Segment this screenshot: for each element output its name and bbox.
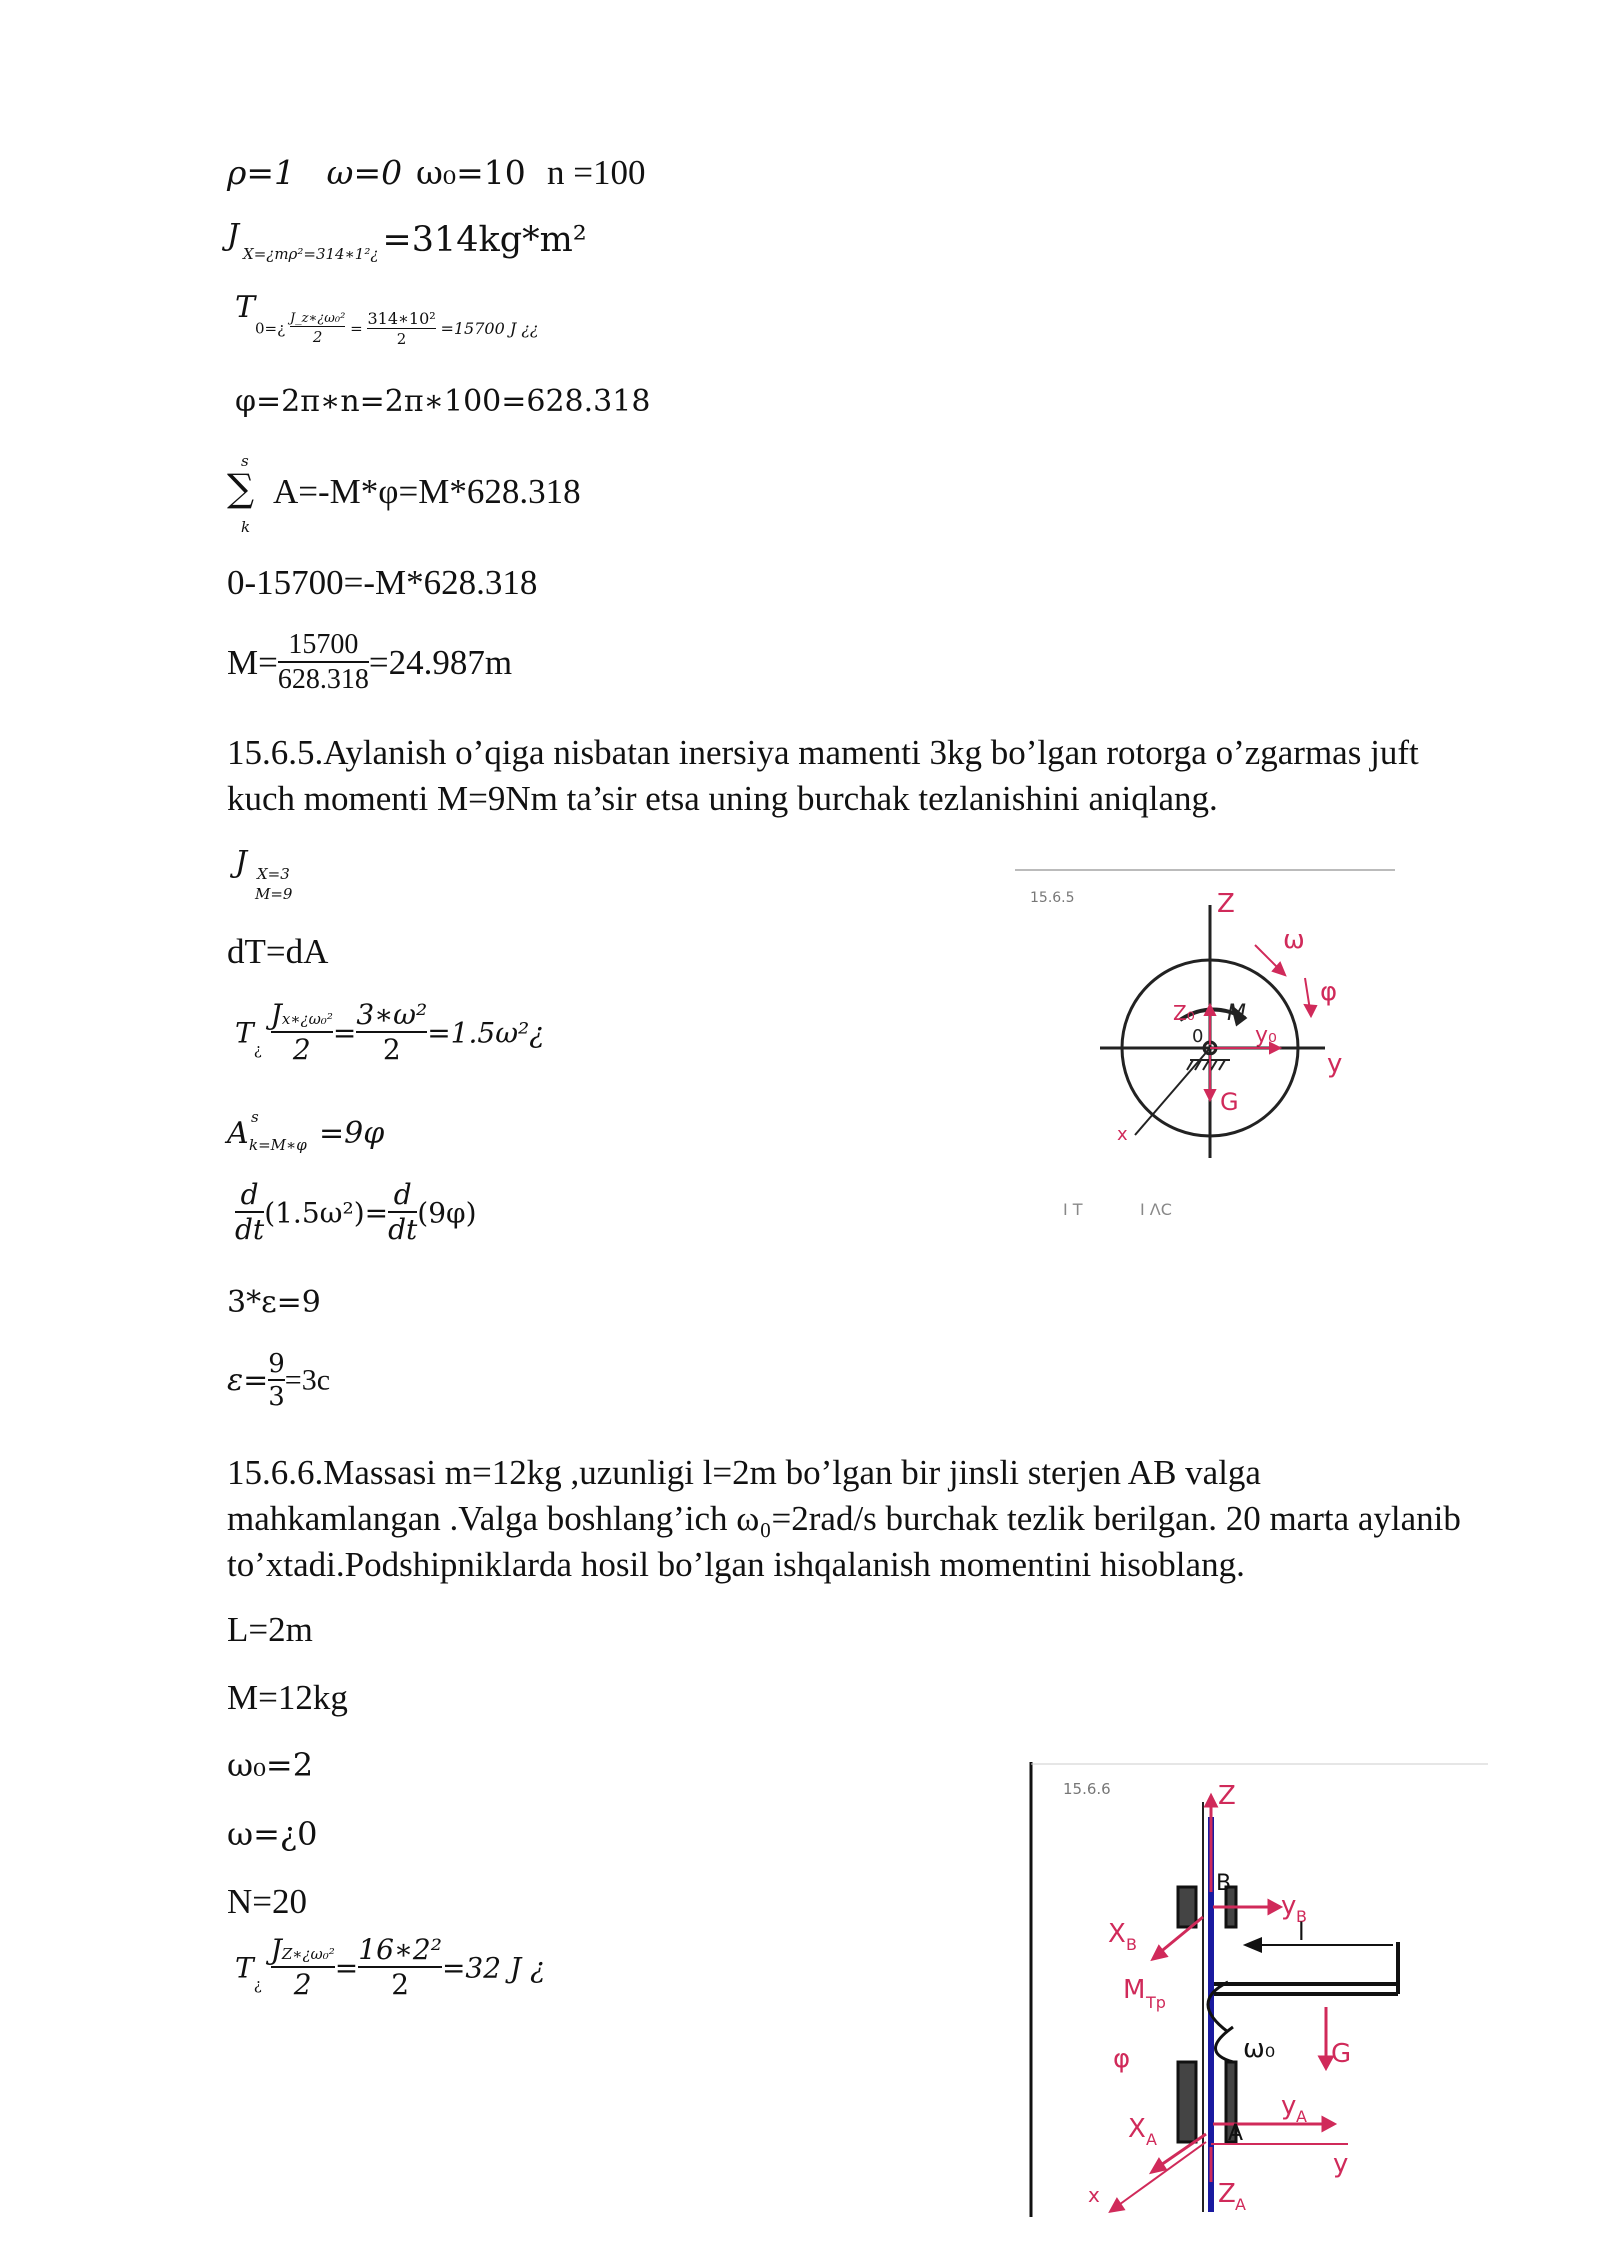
figure1-label-G: G (1220, 1088, 1239, 1116)
eps-den: 3 (268, 1379, 285, 1412)
figure-15-6-6 (1028, 1762, 1490, 2222)
deriv-dt2: dt (388, 1212, 418, 1246)
figure2-label-G: G (1331, 2039, 1352, 2069)
T-num1-sub: x∗¿ω₀² (281, 1010, 333, 1028)
given3-omega0: ω₀=2 (227, 1746, 314, 1784)
figure1-z0-arrowhead (1205, 1005, 1215, 1015)
kinetic-eq: = (350, 319, 363, 338)
sum-sigma: ∑ (227, 466, 255, 510)
deriv-body2: (9φ) (417, 1196, 477, 1230)
T2-sub: ¿ (253, 1975, 262, 1994)
T2-tail: =32 J ¿ (441, 1951, 546, 1985)
phi-equation: φ=2π∗n=2π∗100=628.318 (235, 384, 651, 419)
given-n: n =100 (547, 153, 646, 192)
figure2-label-yA-sub: A (1296, 2107, 1307, 2126)
figure2-omega-arc (1216, 2027, 1234, 2062)
sum-equation (227, 452, 727, 542)
T-eq: = (332, 1016, 357, 1050)
figure2-x-axis-arrowhead (1111, 2200, 1123, 2211)
T2-den1: 2 (271, 1966, 335, 2001)
problem-15-6-5-text: 15.6.5.Aylanish o’qiga nisbatan inersiya mamenti 3kg bo’lgan rotorga o’zgarmas juft kuch momenti M=9Nm ta’sir etsa uning burchak tezlanishini aniqlang. (227, 733, 1419, 818)
figure2-rod (1208, 1940, 1398, 2062)
figure2-label-x: x (1088, 2183, 1100, 2207)
given3-L: L=2m (227, 1610, 313, 1649)
figure2-caption: 15.6.6 (1063, 1780, 1111, 1798)
figure2-upper-bearing-left (1178, 1887, 1196, 1927)
given2-sub2: M=9 (255, 885, 293, 903)
epsilon-equation-2 (227, 1350, 330, 1411)
figure1-caption: 15.6.5 (1030, 890, 1075, 906)
given-rho: ρ=1 (227, 153, 296, 192)
deriv-d1: d (240, 1178, 259, 1211)
figure2-label-yB-sub: B (1296, 1907, 1307, 1926)
figure1-label-omega: ω (1283, 925, 1305, 955)
given2-J: J (235, 845, 248, 880)
figure2-label-xB: X (1108, 1919, 1126, 1949)
given-omega0: ω₀=10 (416, 153, 526, 192)
figure1-footer-right: I ΛC (1140, 1200, 1172, 1219)
A-symbol: A (227, 1116, 249, 1151)
eps-num: 9 (268, 1349, 285, 1379)
eps-rhs: =3c (284, 1363, 331, 1397)
work-equation: 0-15700=-M*628.318 (227, 563, 538, 602)
figure2-label-Mtp-sub: Tp (1146, 1993, 1166, 2012)
given3-N: N=20 (227, 1882, 308, 1921)
figure2-label-z: Z (1218, 1781, 1236, 1811)
figure2-label-yB: y (1281, 1891, 1297, 1921)
figure1-footer-left: I T (1063, 1200, 1083, 1219)
A-sub: k=M∗φ (249, 1136, 307, 1154)
T2-eq: = (334, 1951, 359, 1985)
figure2-label-zA: Z (1218, 2179, 1236, 2209)
T2-num1: J (270, 1933, 282, 1966)
T-num2: 3∗ω² (356, 998, 428, 1031)
figure-15-6-5 (1005, 860, 1405, 1230)
inertia-J: J (227, 218, 240, 253)
kinetic-T: T (235, 290, 256, 325)
T2-equation (235, 1935, 545, 2001)
figure2-yA-arrowhead (1323, 2118, 1334, 2130)
kinetic-prefix: 0=¿ (255, 319, 286, 338)
dT-equation: dT=dA (227, 932, 329, 971)
T-tail: =1.5ω²¿ (427, 1016, 545, 1050)
figure1-label-z: Z (1217, 889, 1235, 919)
inertia-result: =314kg*m² (382, 220, 587, 260)
sum-upper: s (241, 452, 249, 470)
figure2-label-xB-sub: B (1126, 1935, 1137, 1954)
inertia-subscript: X=¿mρ²=314∗1²¿ (243, 245, 379, 263)
A-rest: =9φ (319, 1116, 385, 1151)
figure1-phi-arrowhead (1305, 1005, 1316, 1016)
figure1-label-phi: φ (1320, 977, 1338, 1007)
T2-symbol: T (235, 1951, 254, 1985)
T2-num2: 16∗2² (358, 1933, 442, 1966)
eps-lhs: ε= (227, 1363, 269, 1399)
inertia-equation (227, 218, 587, 263)
sum-rest: A=-M*φ=M*628.318 (273, 472, 581, 511)
T2-den2: 2 (358, 1966, 442, 2001)
kinetic-num2: 314∗10² (367, 309, 436, 328)
figure2-label-Mtp: M (1123, 1975, 1146, 2005)
figure2-label-B: B (1216, 1871, 1232, 1896)
figure1-label-M: M (1227, 1001, 1246, 1026)
figure2-label-omega0: ω₀ (1243, 2034, 1276, 2064)
A-equation (227, 1108, 427, 1162)
A-sup: s (251, 1108, 259, 1126)
figure1-label-y0: y₀ (1255, 1023, 1277, 1048)
figure1-G-arrowhead (1205, 1090, 1215, 1100)
figure2-label-xA: X (1128, 2114, 1146, 2144)
figure1-label-Z0: Z₀ (1173, 1001, 1195, 1025)
given-line-1 (227, 153, 402, 192)
T-sub: ¿ (253, 1040, 262, 1059)
figure2-length-arrowhead (1248, 1940, 1260, 1950)
figure2-label-zA-sub: A (1235, 2195, 1246, 2214)
figure1-label-x: x (1117, 1124, 1128, 1145)
given3-omega: ω=¿0 (227, 1815, 318, 1853)
figure2-labels (1088, 1781, 1351, 2214)
figure2-label-l: l (1298, 1918, 1305, 1946)
deriv-d2: d (393, 1178, 412, 1211)
figure2-label-y: y (1333, 2149, 1349, 2179)
kinetic-num1: J_z∗¿ω₀² (289, 310, 346, 326)
moment-den: 628.318 (278, 661, 369, 696)
T-symbol: T (235, 1016, 254, 1050)
moment-num: 15700 (288, 629, 359, 660)
figure1-label-y: y (1327, 1049, 1343, 1079)
figure2-label-xA-sub: A (1146, 2130, 1157, 2149)
given3-M: M=12kg (227, 1678, 348, 1717)
kinetic-den2: 2 (367, 328, 435, 348)
sum-lower: k (241, 518, 251, 536)
derivative-equation (235, 1180, 477, 1246)
moment-rhs: =24.987m (368, 642, 513, 682)
figure2-lower-bearing-left (1178, 2062, 1196, 2142)
T-den2: 2 (356, 1031, 427, 1066)
given-omega: ω=0 (326, 153, 403, 192)
figure2-label-A: A (1228, 2121, 1244, 2146)
deriv-body1: (1.5ω²)= (264, 1196, 389, 1230)
epsilon-equation-1: 3*ε=9 (227, 1285, 321, 1320)
given2-sub1: X=3 (257, 865, 290, 883)
kinetic-tail: =15700 J ¿¿ (440, 319, 539, 339)
T-num1: J (270, 998, 282, 1031)
T-den1: 2 (271, 1031, 333, 1066)
figure2-z-arrowhead (1206, 1796, 1216, 1806)
figure2-label-phi: φ (1113, 2044, 1131, 2074)
T2-num1-sub: Z∗¿ω₀² (281, 1945, 335, 1963)
T-equation (235, 1000, 544, 1066)
figure1-x-axis (1135, 1048, 1210, 1135)
deriv-dt1: dt (235, 1212, 265, 1246)
figure2-label-yA: y (1281, 2091, 1297, 2121)
figure1-label-0: 0 (1192, 1026, 1204, 1047)
moment-equation (227, 630, 512, 696)
problem-15-6-6-text: 15.6.6.Massasi m=12kg ,uzunligi l=2m bo’lgan bir jinsli sterjen AB valga mahkamlangan .Valga boshlang’ich ω₀=2rad/s burchak tezlik berilgan. 20 marta aylanib to’xtadi.Podshipniklarda hosil bo’lgan ishqalanish momentini hisoblang. (227, 1453, 1461, 1584)
kinetic-den1: 2 (290, 326, 345, 346)
figure2-x-axis (1116, 2142, 1206, 2207)
figure2-yB-arrowhead (1269, 1901, 1280, 1913)
moment-lhs: M= (227, 642, 278, 682)
